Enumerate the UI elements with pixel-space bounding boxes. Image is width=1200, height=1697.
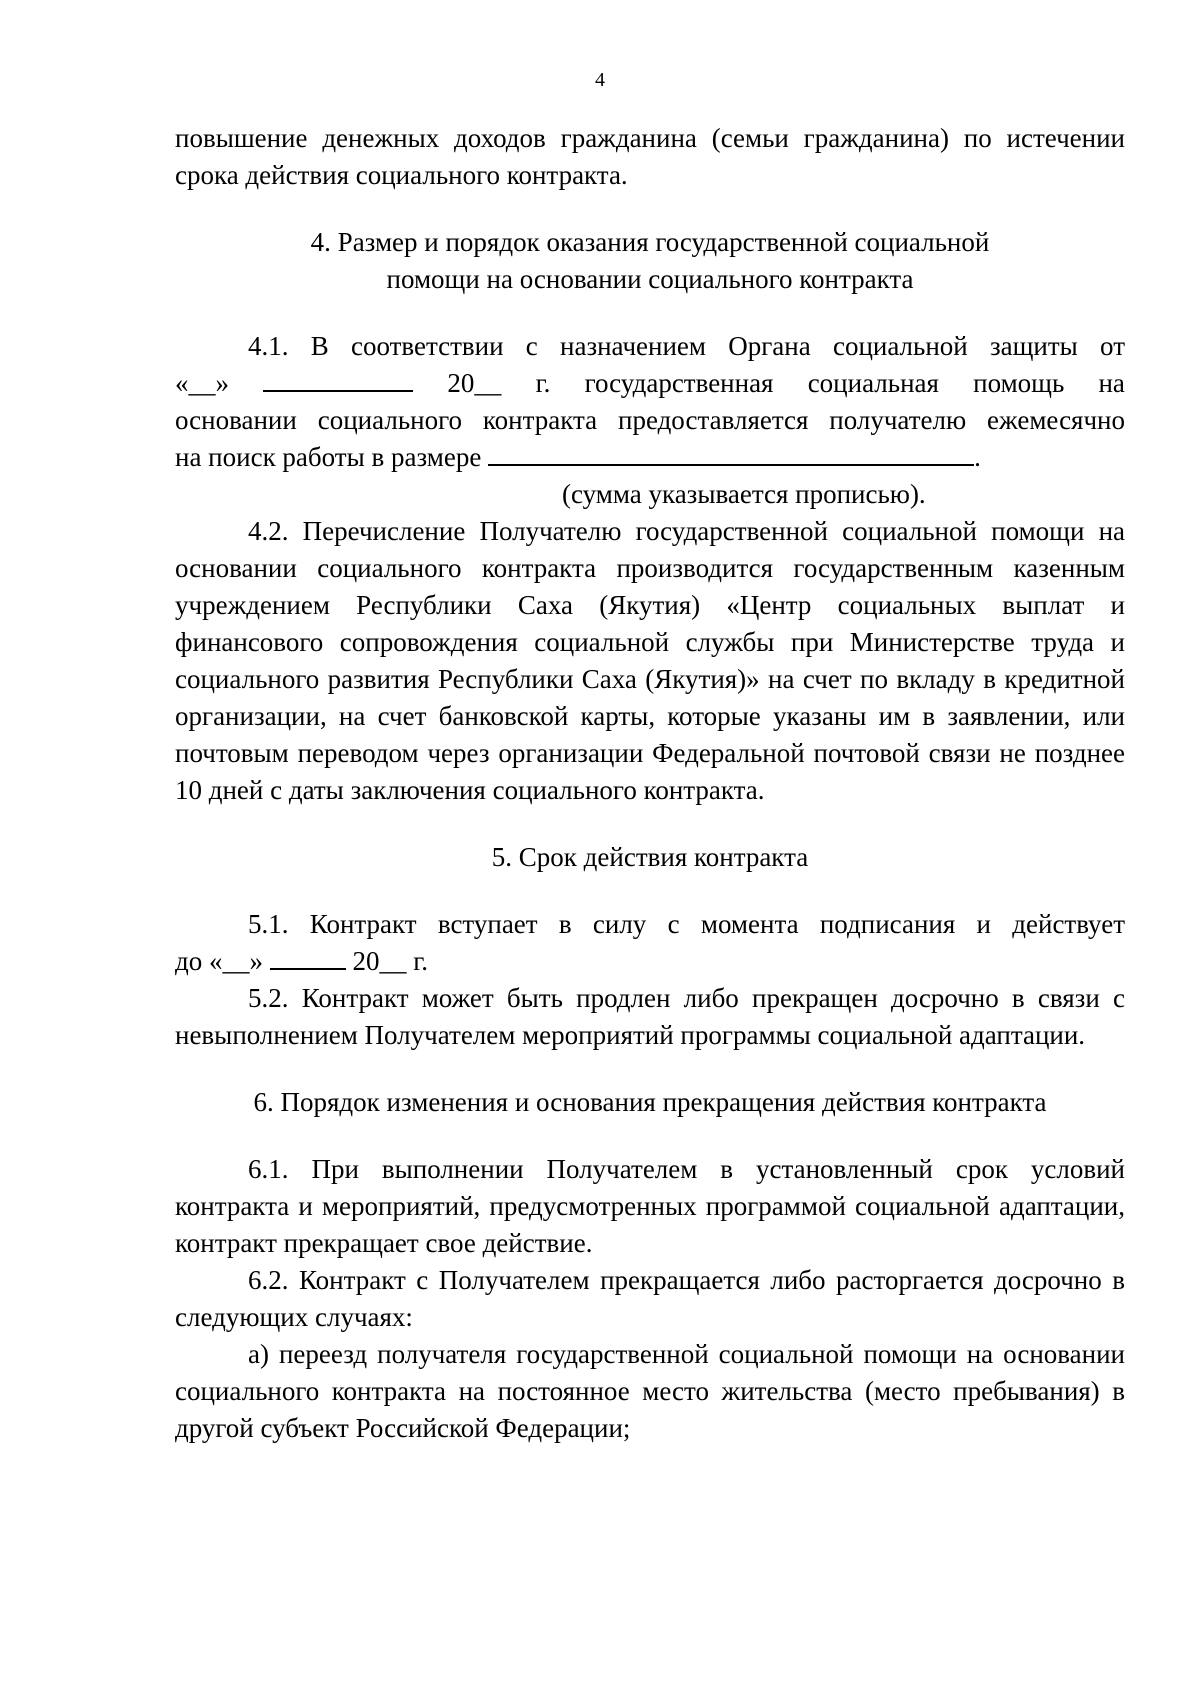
document-body [175, 120, 1125, 1447]
amount-caption: (сумма указывается прописью). [562, 479, 926, 509]
paragraph-4-1 [175, 328, 1125, 513]
paragraph-6-2-a: а) переезд получателя государственной социальной помощи на основании социального контракта на постоянное место жительства (место пребывания) в другой субъект Российской Федерации; [175, 1339, 1125, 1443]
word: государственная [584, 368, 774, 398]
paragraph-6-1: 6.1. При выполнении Получателем в установленный срок условий контракта и мероприятий, предусмотренных программой социальной адаптации, контракт прекращает свое действие. [175, 1154, 1125, 1258]
paragraph-5-1 [175, 906, 1125, 980]
word: социальная [807, 368, 939, 398]
end-date-year: 20__ г. [352, 946, 429, 976]
paragraph-4-1-line-3: основании социального контракта предоставляется получателю ежемесячно [175, 405, 1125, 435]
paragraph-4-1-line-1: 4.1. В соответствии с назначением Органа социальной защиты от [248, 331, 1125, 361]
page-number: 4 [595, 69, 605, 91]
end-date-month-blank [270, 946, 346, 970]
word: на [1098, 368, 1125, 398]
period: . [974, 442, 981, 472]
paragraph-6-2: 6.2. Контракт с Получателем прекращается либо расторгается досрочно в следующих случаях: [175, 1265, 1125, 1332]
amount-label: на поиск работы в размере [175, 442, 482, 472]
paragraph-4-2: 4.2. Перечисление Получателю государственной социальной помощи на основании социального контракта производится государственным казенным учреждением Республики Саха (Якутия) «Центр социальных выплат и финансового сопровождения социальной службы при Министерстве труда и социального развития Республики Саха (Якутия)» на счет по вкладу в кредитной организации, на счет банковской карты, которые указаны им в заявлении, или почтовым переводом через организации Федеральной почтовой связи не позднее 10 дней с даты заключения социального контракта. [175, 516, 1125, 805]
paragraph-5-2: 5.2. Контракт может быть продлен либо прекращен досрочно в связи с невыполнением Получателем мероприятий программы социальной адаптации. [175, 983, 1125, 1050]
word: помощь [973, 368, 1065, 398]
word: г. [535, 368, 551, 398]
date-month-blank [263, 368, 413, 392]
paragraph-4-1-line-2 [175, 365, 1125, 402]
intro-paragraph: повышение денежных доходов гражданина (семьи гражданина) по истечении срока действия социального контракта. [175, 123, 1125, 190]
date-year-blank: 20__ [447, 368, 502, 398]
section-4-heading-line-1: 4. Размер и порядок оказания государственной социальной [310, 227, 990, 257]
paragraph-5-1-line-2 [175, 943, 1125, 980]
section-4-heading-line-2: помощи на основании социального контракта [386, 264, 914, 294]
end-date-day: до «__» [175, 946, 263, 976]
paragraph-5-1-line-1: 5.1. Контракт вступает в силу с момента подписания и действует [248, 909, 1125, 939]
section-5-heading: 5. Срок действия контракта [491, 842, 809, 872]
paragraph-4-1-line-4 [175, 439, 1125, 476]
section-6-heading: 6. Порядок изменения и основания прекращения действия контракта [253, 1087, 1047, 1117]
amount-blank [488, 442, 974, 466]
date-day-blank: «__» [175, 368, 229, 398]
